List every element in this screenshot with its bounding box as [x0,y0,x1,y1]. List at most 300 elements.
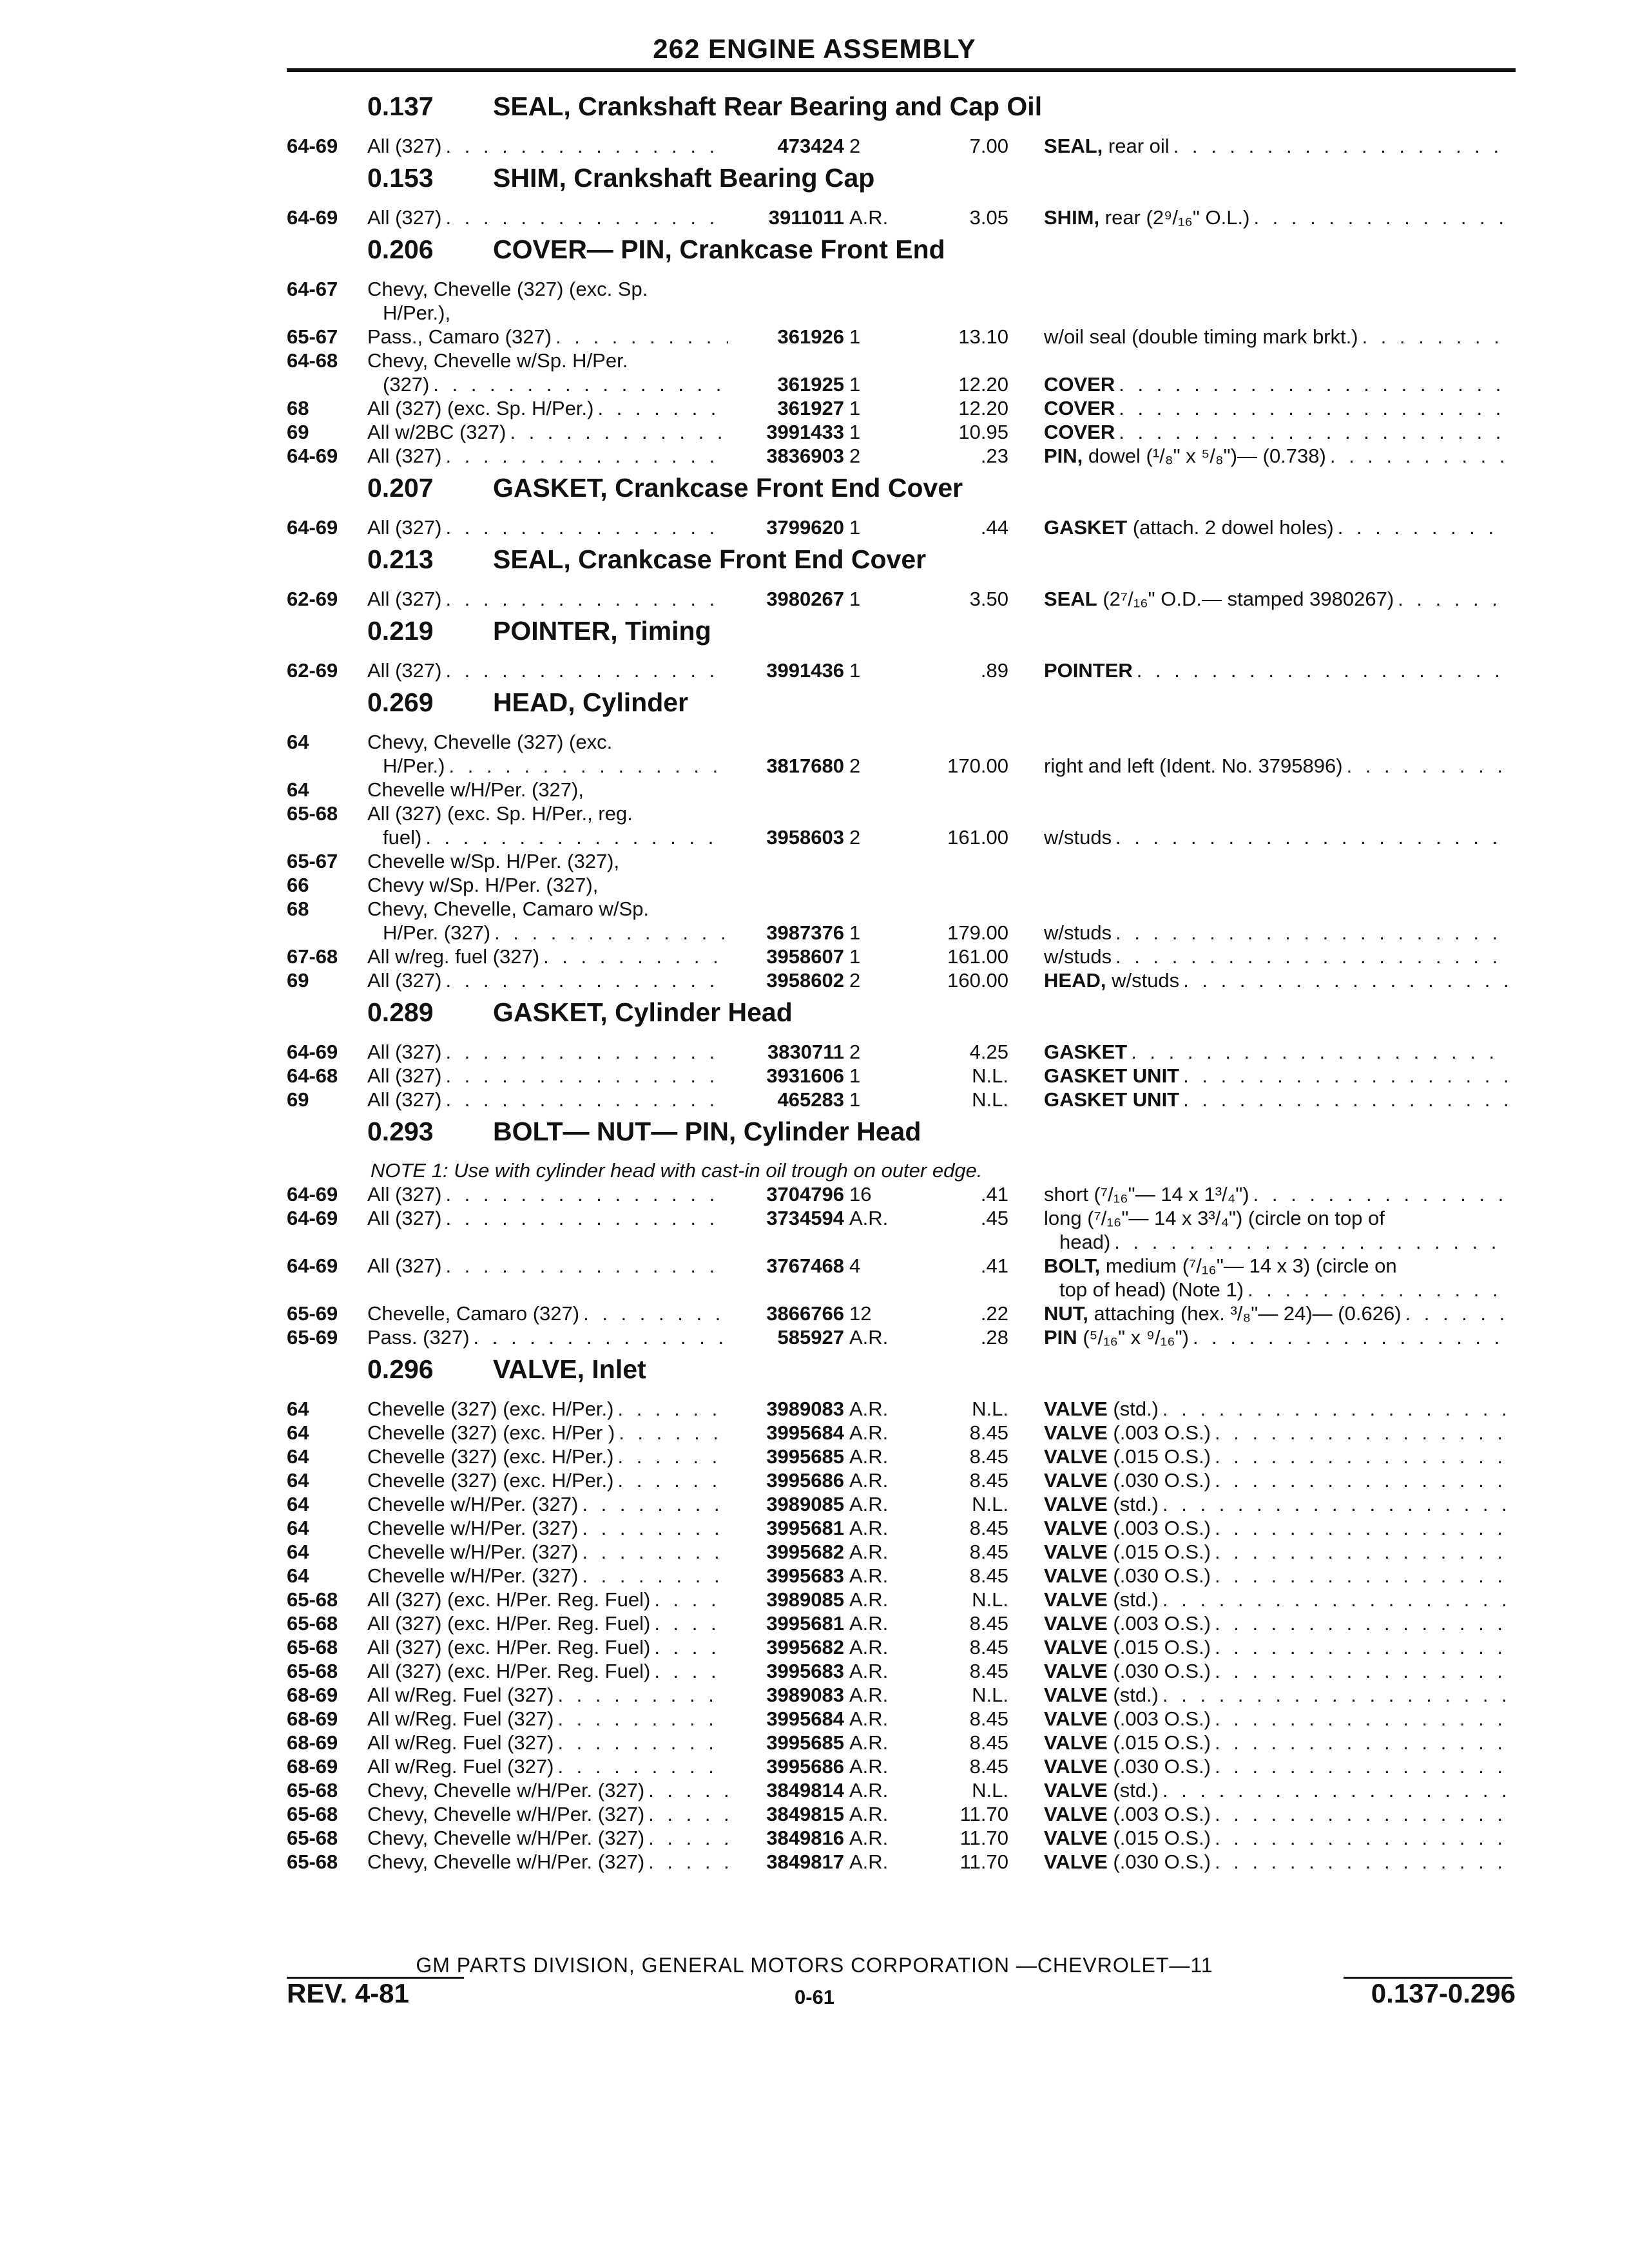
quantity: 1 [849,659,861,682]
application-line [367,206,728,229]
description-detail: (std.) [1113,1684,1159,1706]
parts-row [287,1421,1511,1445]
quantity: A.R. [849,1469,889,1492]
application-text: Chevy, Chevelle w/H/Per. (327) [367,1803,645,1825]
parts-row [287,1731,1511,1754]
application [367,1588,728,1611]
dot-leader [1249,206,1508,229]
price: .45 [980,1207,1008,1229]
part-number: 3995682 [766,1636,844,1658]
application-text: All (327) (exc. Sp. H/Per.) [367,397,594,419]
quantity: 2 [849,445,861,467]
application-text: All w/Reg. Fuel (327) [367,1755,554,1778]
section-0-137 [287,89,1511,158]
description-keyword: GASKET UNIT [1044,1064,1180,1087]
application [367,968,728,992]
description-keyword: VALVE [1044,1421,1108,1444]
dot-leader [1211,1468,1508,1492]
parts-row [287,1516,1511,1540]
description-text [1044,1492,1159,1516]
dot-leader [1211,1516,1508,1540]
dot-leader [441,1206,728,1230]
description-detail: long (⁷/₁₆"— 14 x 3³/₄") (circle on top of [1044,1207,1385,1229]
parts-row [287,1397,1511,1421]
application-text: All (327) [367,1041,442,1063]
year-range: 65-68 [287,1612,338,1635]
description-detail: (.003 O.S.) [1113,1421,1211,1444]
parts-row [287,277,1511,325]
description-keyword: VALVE [1044,1660,1108,1682]
application-line [367,1040,728,1064]
section-heading [287,685,1511,730]
year-range: 65-69 [287,1326,338,1349]
description [1044,1683,1508,1707]
dot-leader [1402,1302,1508,1325]
quantity: 2 [849,754,861,777]
dot-leader [1394,587,1508,611]
application-text: Chevelle, Camaro (327) [367,1302,580,1325]
section-heading [287,1114,1511,1159]
year-range: 69 [287,1088,309,1111]
application-line [367,1254,728,1278]
application-line [367,1707,728,1731]
price: 8.45 [969,1469,1008,1492]
application-line: Chevy, Chevelle (327) (exc. Sp. [367,278,648,300]
dot-leader [441,1254,728,1278]
dot-leader [441,515,728,539]
description-text [1044,825,1112,849]
application [367,1731,728,1754]
quantity: 1 [849,1064,861,1087]
application [367,1826,728,1850]
dot-leader [554,1731,728,1754]
description-text [1044,1754,1211,1778]
application-line [367,1468,728,1492]
parts-row [287,1206,1511,1254]
section-note: NOTE 1: Use with cylinder head with cast-in oil trough on outer edge. [371,1159,983,1182]
description [1044,1635,1508,1659]
description-keyword: VALVE [1044,1850,1108,1873]
application-text: All (327) (exc. H/Per. Reg. Fuel) [367,1636,651,1658]
part-number: 3989085 [766,1588,844,1611]
description [1044,1302,1508,1325]
description-line [1044,1635,1508,1659]
part-number: 3995685 [766,1445,844,1468]
parts-row [287,1754,1511,1778]
application-text: H/Per. (327) [383,921,491,944]
dot-leader [441,1088,728,1111]
application-text: All (327) [367,1254,442,1277]
application-line [367,1588,728,1611]
description [1044,1802,1508,1826]
year-range: 64 [287,1469,309,1492]
quantity: 1 [849,945,861,968]
section-heading [287,470,1511,515]
dot-leader [441,968,728,992]
parts-row [287,1778,1511,1802]
description-keyword: VALVE [1044,1803,1108,1825]
description-text [1044,1302,1402,1325]
quantity: A.R. [849,1779,889,1802]
price: 8.45 [969,1445,1008,1468]
application-line [367,1302,728,1325]
dot-leader [1211,1540,1508,1564]
year-range: 65-68 [287,1636,338,1658]
dot-leader [1211,1564,1508,1588]
dot-leader [441,1064,728,1088]
description [1044,1206,1508,1254]
description-detail: (.030 O.S.) [1113,1564,1211,1587]
year-range: 66 [287,874,309,896]
description-line [1044,396,1508,420]
description-text [1044,1659,1211,1683]
part-number: 3980267 [766,588,844,610]
parts-row [287,1850,1511,1874]
description-text [1044,1445,1211,1468]
year-range: 69 [287,969,309,992]
description-detail: (.015 O.S.) [1113,1541,1211,1563]
application-line [367,1802,728,1826]
year-range: 64-69 [287,1041,338,1063]
price: 8.45 [969,1421,1008,1444]
section-number: 0.213 [367,544,434,574]
year-range: 64 [287,778,309,801]
dot-leader [1211,1731,1508,1754]
description-keyword: GASKET UNIT [1044,1088,1180,1111]
application [367,730,728,778]
description-keyword: COVER [1044,373,1115,396]
application-text: Chevelle (327) (exc. H/Per.) [367,1445,614,1468]
dot-leader [441,1182,728,1206]
dot-leader [470,1325,728,1349]
description-line [1044,206,1508,229]
year-range: 65-68 [287,802,338,825]
description-text [1044,1802,1211,1826]
description-detail: (.030 O.S.) [1113,1660,1211,1682]
description-text [1044,1683,1159,1707]
description-detail: (.030 O.S.) [1113,1850,1211,1873]
section-number: 0.153 [367,163,434,193]
description-text [1044,1850,1211,1874]
description-line [1044,420,1508,444]
description [1044,1850,1508,1874]
application [367,1421,728,1445]
page-title: 262 ENGINE ASSEMBLY [653,34,976,64]
description-keyword: COVER [1044,421,1115,443]
description-keyword: PIN [1044,1326,1077,1349]
year-range: 64-69 [287,1254,338,1277]
quantity: 1 [849,373,861,396]
description-line [1044,1778,1508,1802]
description-detail: (.003 O.S.) [1113,1612,1211,1635]
price: 161.00 [947,945,1008,968]
application [367,802,728,849]
description-text [1044,444,1326,468]
description [1044,1445,1508,1468]
application-line [367,1516,728,1540]
quantity: 1 [849,1088,861,1111]
parts-row [287,658,1511,682]
dot-leader [1211,1659,1508,1683]
section-title: HEAD, Cylinder [493,687,688,717]
year-range: 65-67 [287,325,338,348]
application-line [367,825,728,849]
description-text [1044,921,1112,945]
description-keyword: VALVE [1044,1398,1108,1420]
application-line [367,1064,728,1088]
application [367,1468,728,1492]
application-text: All w/Reg. Fuel (327) [367,1707,554,1730]
dot-leader [441,587,728,611]
application-text: All (327) [367,135,442,157]
description-line [1044,945,1508,968]
section-number: 0.296 [367,1354,434,1384]
part-number: 3958603 [766,826,844,849]
description-line [1044,444,1508,468]
description-line [1044,754,1508,778]
application [367,396,728,420]
year-range: 62-69 [287,588,338,610]
year-range: 64-69 [287,135,338,157]
part-number: 3989085 [766,1493,844,1515]
application-line [367,754,728,778]
quantity: A.R. [849,1517,889,1539]
description [1044,206,1508,229]
description-line [1044,1588,1508,1611]
price: 8.45 [969,1612,1008,1635]
application [367,1516,728,1540]
year-range: 68 [287,898,309,920]
dot-leader [1211,1611,1508,1635]
application-line: Chevy w/Sp. H/Per. (327), [367,874,599,896]
section-0-289 [287,995,1511,1111]
description-detail: (std.) [1113,1493,1159,1515]
parts-row [287,1182,1511,1206]
application-text: Chevy, Chevelle w/H/Per. (327) [367,1850,645,1873]
part-number: 465283 [777,1088,844,1111]
price: N.L. [972,1493,1008,1515]
application-text: Chevelle (327) (exc. H/Per.) [367,1469,614,1492]
application-line [367,1397,728,1421]
description [1044,1492,1508,1516]
year-range: 69 [287,421,309,443]
year-range: 64-69 [287,206,338,229]
application-text: All (327) [367,206,442,229]
year-range: 68-69 [287,1755,338,1778]
description-detail: attaching (hex. ³/₈"— 24)— (0.626) [1094,1302,1402,1325]
description-keyword: VALVE [1044,1684,1108,1706]
description [1044,1611,1508,1635]
price: 170.00 [947,754,1008,777]
year-range: 64 [287,1398,309,1420]
quantity: A.R. [849,1421,889,1444]
description-keyword: HEAD, [1044,969,1106,992]
part-number: 361927 [777,397,844,419]
dot-leader [441,134,728,158]
description [1044,968,1508,992]
application [367,1635,728,1659]
part-number: 3958602 [766,969,844,992]
description [1044,325,1508,349]
application-text: Chevelle w/H/Per. (327) [367,1517,579,1539]
description-detail: dowel (¹/₈" x ⁵/₈")— (0.738) [1088,445,1326,467]
dot-leader [1159,1683,1508,1707]
dot-leader [1211,1421,1508,1445]
dot-leader [441,658,728,682]
dot-leader [554,1683,728,1707]
application-text: All (327) (exc. H/Per. Reg. Fuel) [367,1612,651,1635]
year-range: 68-69 [287,1707,338,1730]
quantity: A.R. [849,1207,889,1229]
description-line [1044,658,1508,682]
dot-leader [1334,515,1508,539]
section-0-293 [287,1114,1511,1349]
application-text: All (327) [367,969,442,992]
description [1044,396,1508,420]
description-text [1044,945,1112,968]
description-detail: rear oil [1108,135,1170,157]
description-text [1044,1826,1211,1850]
header-rule [287,68,1516,72]
application-text: All (327) (exc. H/Per. Reg. Fuel) [367,1660,651,1682]
description-line [1044,1230,1508,1254]
dot-leader [1179,1088,1508,1111]
application [367,1778,728,1802]
description-line [1044,1325,1508,1349]
parts-row [287,1564,1511,1588]
application-text: All (327) [367,588,442,610]
application-text: All (327) [367,1207,442,1229]
application-text: All w/2BC (327) [367,421,506,443]
description [1044,372,1508,396]
part-number: 3704796 [766,1183,844,1206]
section-number: 0.137 [367,91,434,121]
dot-leader [539,945,728,968]
description-keyword: VALVE [1044,1779,1108,1802]
part-number: 3767468 [766,1254,844,1277]
dot-leader [1110,1230,1508,1254]
application-line [367,396,728,420]
description-keyword: VALVE [1044,1445,1108,1468]
price: 160.00 [947,969,1008,992]
description-line [1044,825,1508,849]
parts-row [287,1064,1511,1088]
part-number: 3995683 [766,1564,844,1587]
section-number: 0.219 [367,616,434,646]
application-line [367,1611,728,1635]
description [1044,1659,1508,1683]
parts-row [287,802,1511,849]
section-heading [287,1352,1511,1397]
part-number: 3995683 [766,1660,844,1682]
application-line: Chevelle w/Sp. H/Per. (327), [367,850,620,872]
description-detail: w/studs [1044,921,1112,944]
dot-leader [1211,1754,1508,1778]
application [367,1802,728,1826]
description-text [1044,1088,1179,1111]
description [1044,1088,1508,1111]
description [1044,1564,1508,1588]
description-keyword: VALVE [1044,1469,1108,1492]
dot-leader [1115,420,1508,444]
parts-row [287,849,1511,873]
description-text [1044,1540,1211,1564]
application-line [367,1659,728,1683]
parts-row [287,206,1511,229]
parts-row [287,1302,1511,1325]
dot-leader [441,444,728,468]
description [1044,515,1508,539]
price: 161.00 [947,826,1008,849]
price: 8.45 [969,1517,1008,1539]
description-detail: w/oil seal (double timing mark brkt.) [1044,325,1358,348]
application [367,1564,728,1588]
description [1044,1064,1508,1088]
application [367,1492,728,1516]
section-number: 0.207 [367,473,434,503]
description-text [1044,1064,1179,1088]
description-line [1044,968,1508,992]
description-line [1044,1254,1508,1278]
application-line [367,587,728,611]
price: .44 [980,516,1008,539]
dot-leader [1115,396,1508,420]
dot-leader [1115,372,1508,396]
year-range: 65-68 [287,1588,338,1611]
description-detail: (.003 O.S.) [1113,1517,1211,1539]
section-heading [287,232,1511,277]
application-line [367,945,728,968]
section-0-213 [287,542,1511,611]
section-0-153 [287,160,1511,229]
application-line [367,1445,728,1468]
description [1044,1254,1508,1302]
application [367,1611,728,1635]
description-text [1044,206,1249,229]
description-text [1044,325,1358,349]
parts-row [287,1492,1511,1516]
price: N.L. [972,1779,1008,1802]
quantity: 1 [849,588,861,610]
description-keyword: VALVE [1044,1755,1108,1778]
application-line [367,1778,728,1802]
parts-row [287,1802,1511,1826]
application-text: Chevelle w/H/Per. (327) [367,1564,579,1587]
parts-row [287,1040,1511,1064]
description-keyword: VALVE [1044,1517,1108,1539]
description-text [1044,134,1170,158]
application [367,1206,728,1230]
application-line: H/Per.), [383,302,451,324]
section-0-296 [287,1352,1511,1874]
part-number: 3866766 [766,1302,844,1325]
dot-leader [1112,921,1508,945]
description-text [1044,1421,1211,1445]
application [367,1397,728,1421]
section-title: SHIM, Crankshaft Bearing Cap [493,163,875,193]
application [367,277,728,325]
application-text: All (327) [367,445,442,467]
parts-row [287,873,1511,897]
description-detail: (.015 O.S.) [1113,1445,1211,1468]
description-line [1044,1516,1508,1540]
application [367,1445,728,1468]
dot-leader [1159,1397,1508,1421]
description-continuation: head) [1059,1231,1111,1253]
description-keyword: VALVE [1044,1707,1108,1730]
description [1044,1540,1508,1564]
application [367,1182,728,1206]
